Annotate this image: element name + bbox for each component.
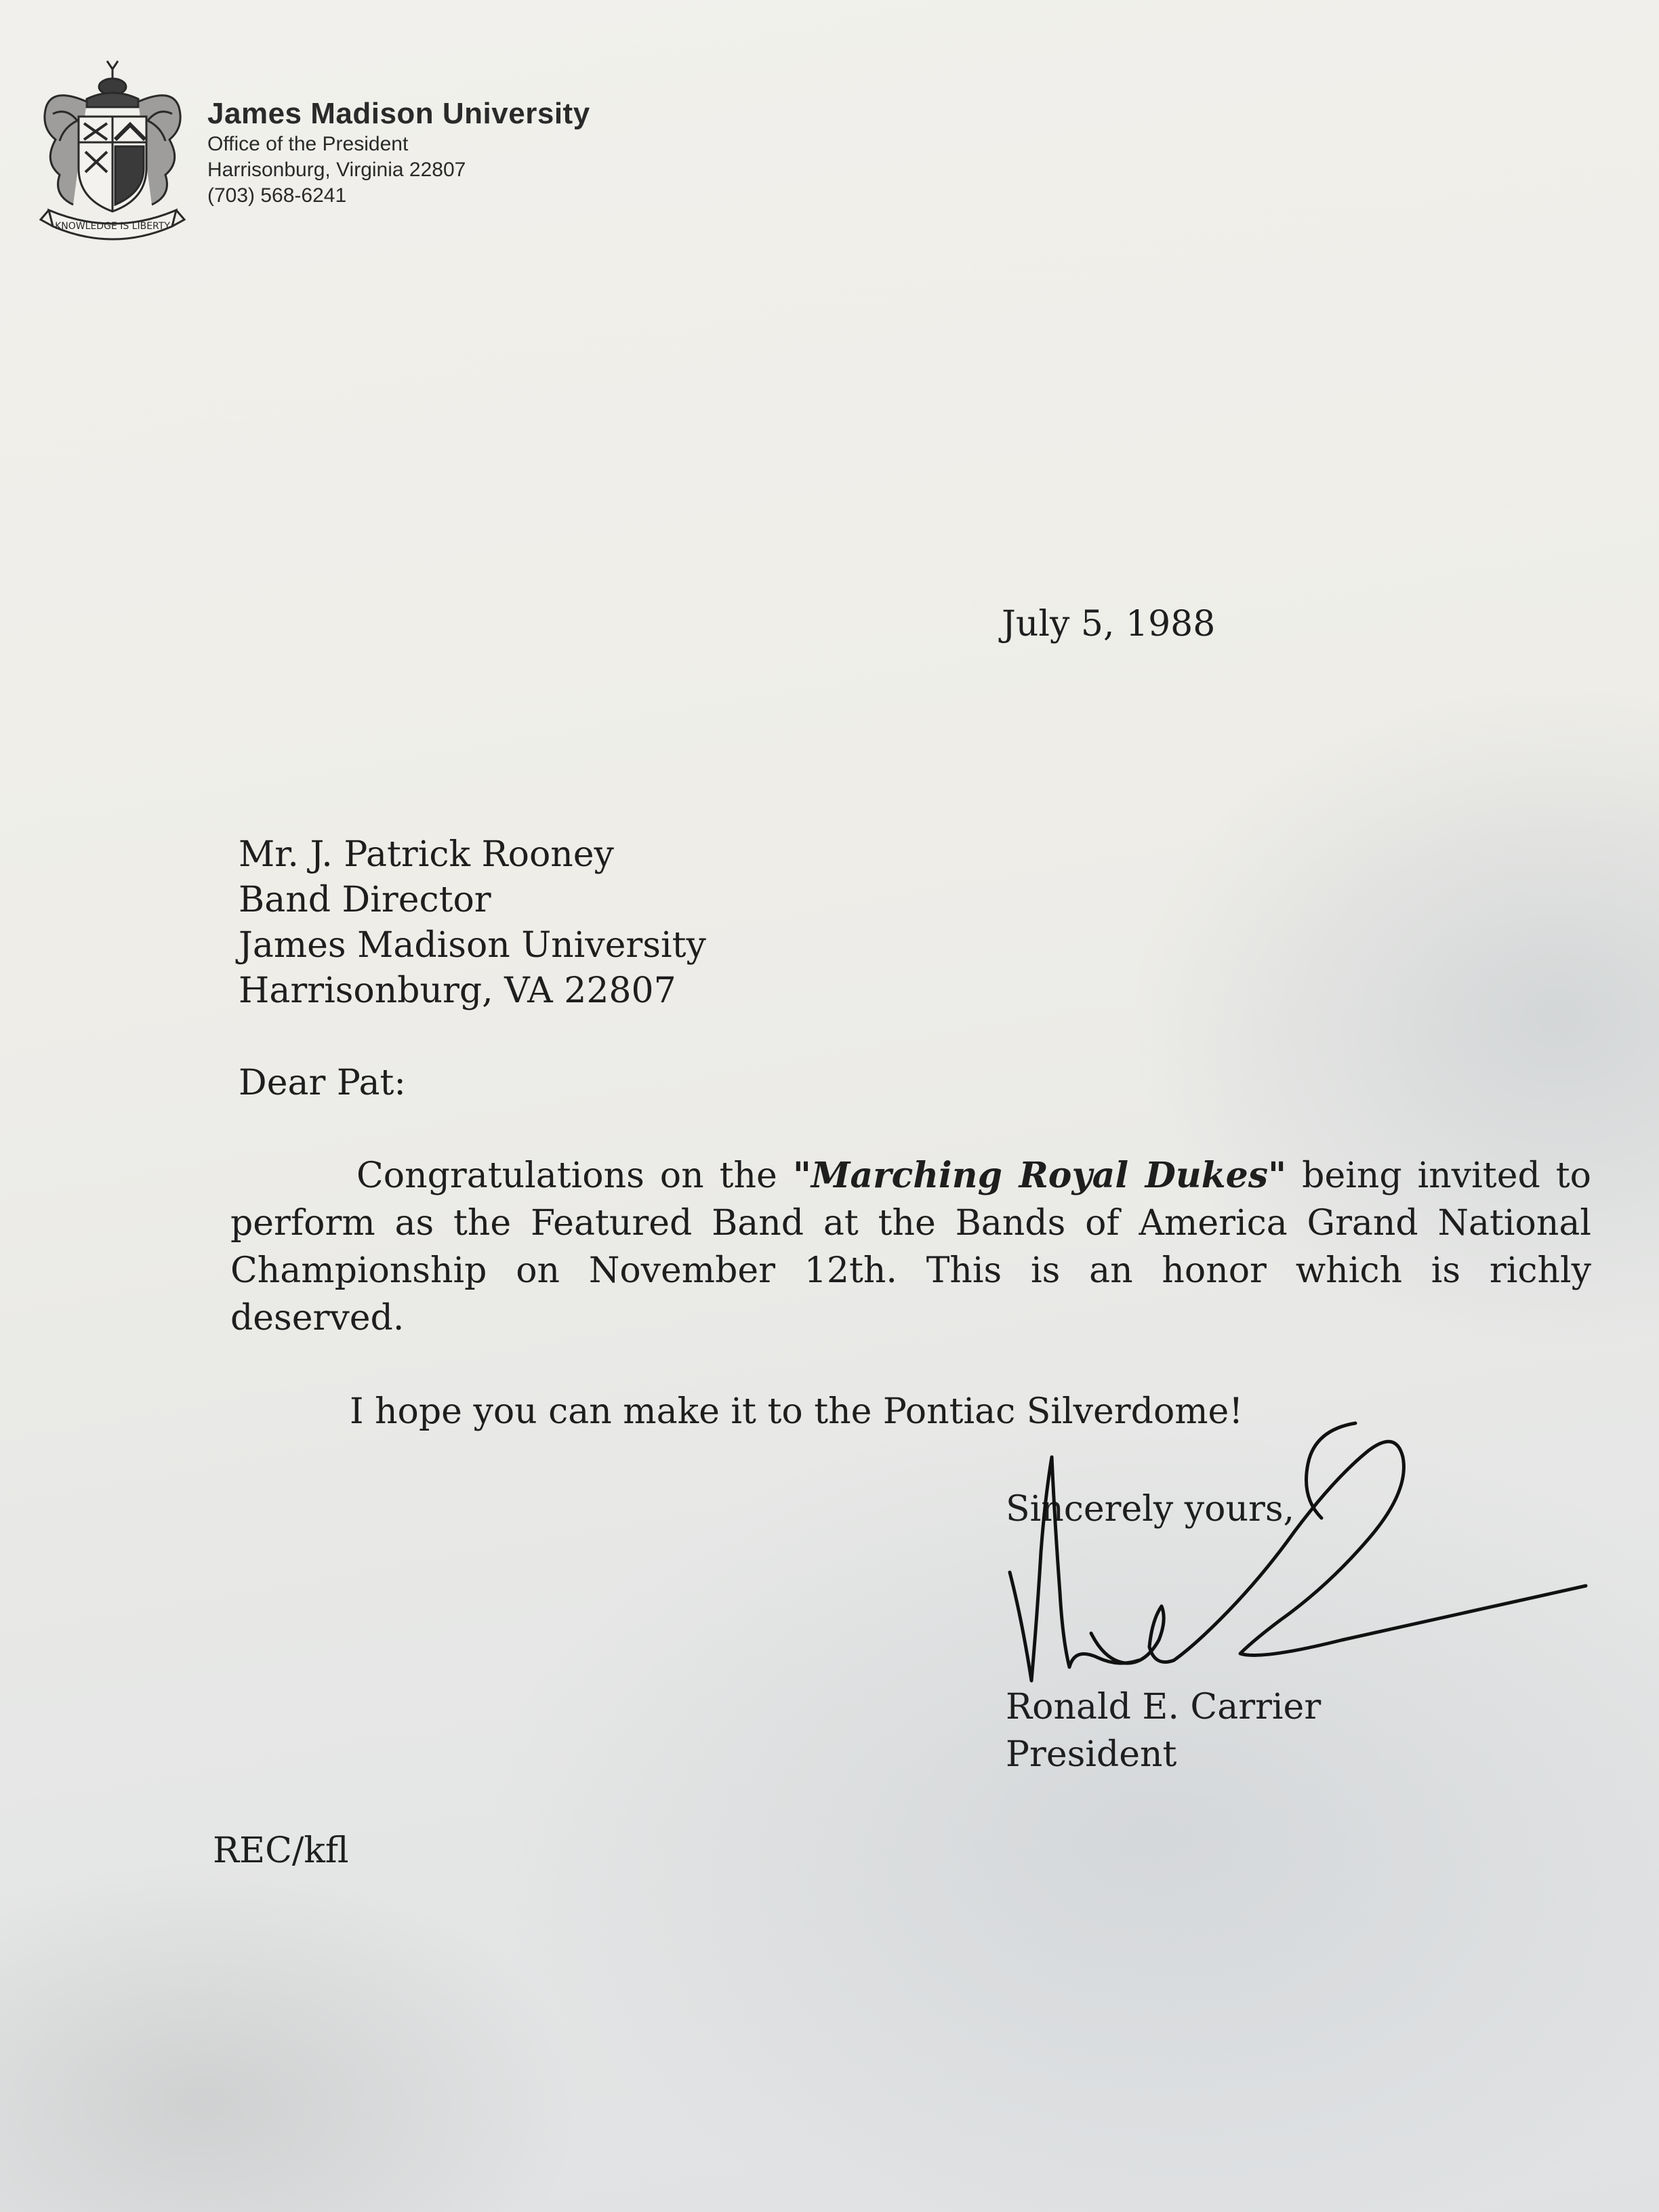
- body-paragraph-2: I hope you can make it to the Pontiac Silverdome!: [350, 1391, 1244, 1432]
- handwritten-signature: [989, 1416, 1599, 1708]
- signer-name: Ronald E. Carrier: [1006, 1687, 1322, 1727]
- recipient-name: Mr. J. Patrick Rooney: [239, 834, 614, 875]
- letterhead-address: Harrisonburg, Virginia 22807: [207, 159, 466, 181]
- closing: Sincerely yours,: [1006, 1489, 1295, 1530]
- salutation: Dear Pat:: [239, 1063, 406, 1103]
- recipient-address: [239, 832, 706, 1014]
- university-crest-logo: [39, 60, 186, 241]
- band-name: "Marching Royal Dukes": [792, 1155, 1287, 1196]
- signer-title: President: [1006, 1734, 1177, 1775]
- signer-block: [1006, 1683, 1321, 1778]
- letterhead: [207, 96, 590, 209]
- recipient-title: Band Director: [239, 880, 491, 920]
- recipient-organization: James Madison University: [239, 925, 706, 966]
- recipient-city: Harrisonburg, VA 22807: [239, 970, 676, 1011]
- institution-name: James Madison University: [207, 97, 590, 130]
- paragraph-1-lead: Congratulations on the: [356, 1155, 793, 1196]
- letter-date: July 5, 1988: [1002, 604, 1216, 644]
- letterhead-phone: (703) 568-6241: [207, 184, 347, 207]
- reference-initials: REC/kfl: [213, 1830, 349, 1871]
- svg-text:KNOWLEDGE IS LIBERTY: KNOWLEDGE IS LIBERTY: [55, 221, 170, 232]
- paragraph-1-rest: being invited to perform as the Featured Band at the Bands of America Grand National Championship on November 12th. This is an honor which is richly deserved.: [230, 1155, 1591, 1338]
- office-line: Office of the President: [207, 133, 409, 155]
- body-paragraph-1: [230, 1152, 1591, 1342]
